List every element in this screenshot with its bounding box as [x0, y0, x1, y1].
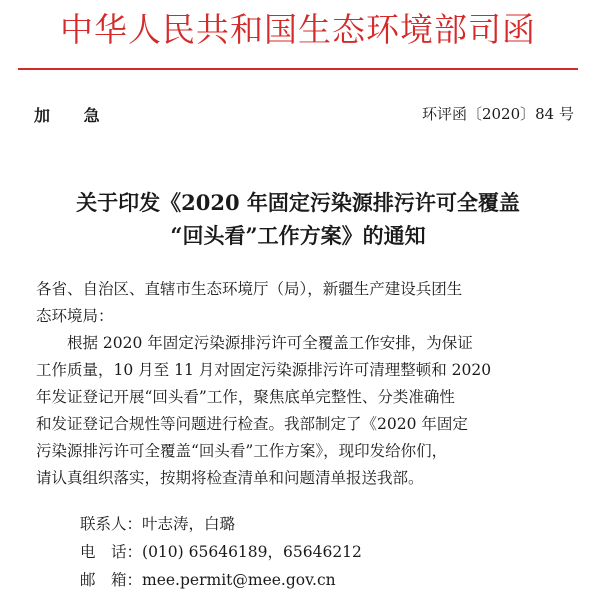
contact-email-value: mee.permit@mee.gov.cn: [142, 571, 336, 589]
contact-phone-row: [80, 538, 362, 566]
document-body: [36, 276, 578, 492]
contact-block: [80, 510, 362, 594]
body-line-5: 污染源排污许可全覆盖“回头看”工作方案》，现印发给你们，: [36, 442, 448, 460]
body-line-4: 和发证登记合规性等问题进行检查。我部制定了《2020 年固定: [36, 415, 468, 433]
body-line-3: 年发证登记开展“回头看”工作，聚焦底单完整性、分类准确性: [36, 388, 455, 406]
urgency-label: 加 急: [34, 106, 114, 125]
contact-person-value: 叶志涛，白璐: [142, 515, 236, 533]
contact-person-row: [80, 510, 362, 538]
body-line-6: 请认真组织落实，按期将检查清单和问题清单报送我部。: [36, 469, 424, 487]
document-number: 环评函〔2020〕84 号: [421, 105, 574, 123]
body-line-2: 工作质量，10 月至 11 月对固定污染源排污许可清理整顿和 2020: [36, 361, 492, 379]
contact-phone-label: 电 话：: [80, 543, 143, 561]
title-line-2: “回头看”工作方案》的通知: [170, 223, 426, 248]
red-divider-line: [18, 68, 578, 70]
masthead-title: 中华人民共和国生态环境部司函: [60, 10, 536, 49]
body-line-1: 根据 2020 年固定污染源排污许可全覆盖工作安排，为保证: [36, 334, 473, 352]
contact-person-label: 联系人：: [80, 515, 143, 533]
contact-email-row: [80, 566, 362, 594]
document-title: [0, 186, 596, 252]
contact-phone-value: (010) 65646189，65646212: [142, 543, 362, 561]
title-line-1: 关于印发《2020 年固定污染源排污许可全覆盖: [76, 190, 520, 215]
addressee-line-1: 各省、自治区、直辖市生态环境厅（局），新疆生产建设兵团生: [36, 280, 463, 298]
addressee-line-2: 态环境局：: [36, 307, 114, 325]
contact-email-label: 邮 箱：: [80, 571, 143, 589]
